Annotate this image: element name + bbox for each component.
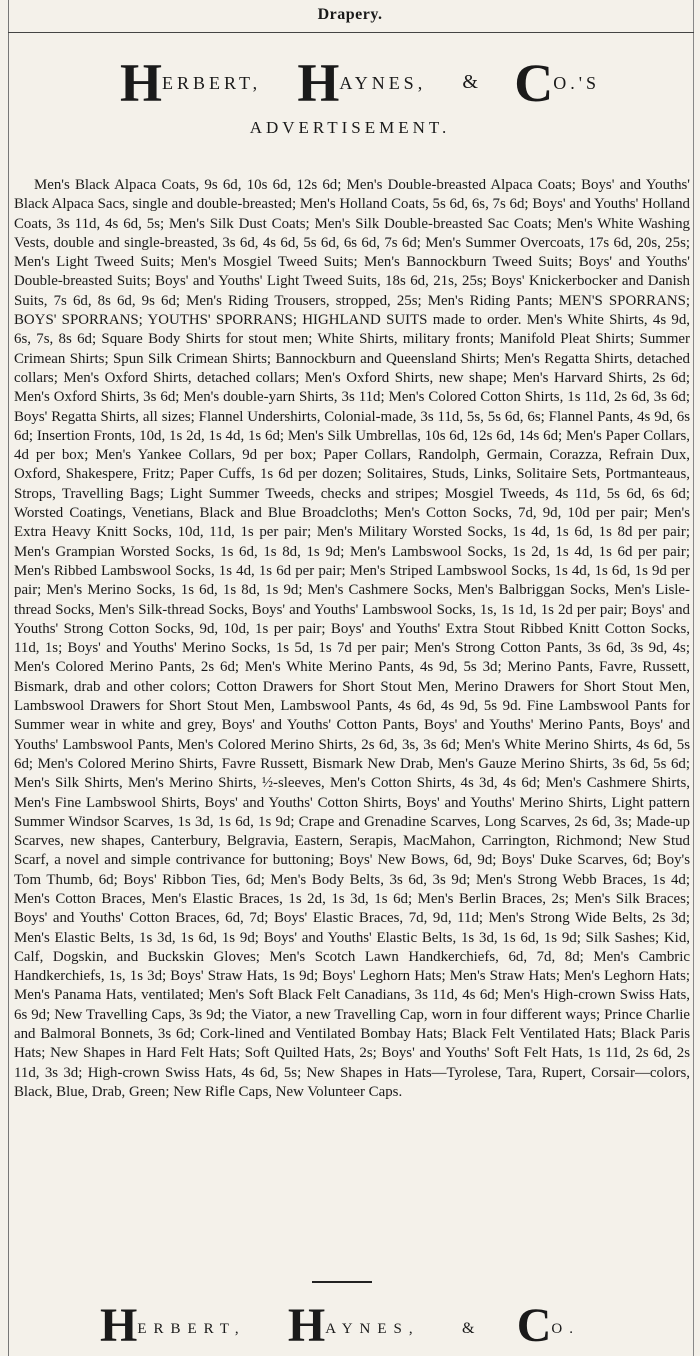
footer-word-haynes: [287, 1299, 420, 1352]
advertisement-subheading: ADVERTISEMENT.: [249, 118, 451, 137]
section-title: Drapery.: [317, 6, 383, 23]
heading-rest-haynes: AYNES,: [339, 73, 427, 93]
heading-initial-h2: H: [297, 53, 340, 113]
footer-rest-co: O.: [551, 1321, 580, 1337]
section-divider: [8, 32, 694, 33]
advertiser-heading: [120, 52, 600, 113]
footer-rest-herbert: ERBERT,: [137, 1321, 246, 1337]
heading-rest-herbert: ERBERT,: [162, 73, 262, 93]
footer-word-herbert: [100, 1299, 246, 1352]
footer-word-co: [516, 1299, 580, 1352]
heading-initial-h: H: [120, 53, 163, 113]
heading-initial-c: C: [514, 53, 554, 113]
column-rule-left: [8, 0, 9, 1356]
advertisement-body: Men's Black Alpaca Coats, 9s 6d, 10s 6d, 12s 6d; Men's Double-breasted Alpaca Coats; Boys' and Youths' Black Alpaca Sacs, single and double-breasted; Men's Holland Coats, 5s 6d, 6s, 7s 6d; Boys' and Youths' Holland Coats, 3s 11d, 4s 6d, 5s; Men's Silk Dust Coats; Men's Silk Double-breasted Sac Coats; Men's White Washing Vests, double and single-breasted, 3s 6d, 4s 6d, 5s 6d, 6s 6d, 7s 6d; Men's Summer Overcoats, 17s 6d, 20s, 25s; Men's Light Tweed Suits; Men's Mosgiel Tweed Suits; Men's Bannockburn Tweed Suits; Boys' and Youths' Double-breasted Suits; Boys' and Youths' Light Tweed Suits, 18s 6d, 21s, 25s; Boys' Knickerbocker and Danish Suits, 7s 6d, 8s 6d, 9s 6d; Men's Riding Trousers, stropped, 25s; Men's Riding Pants; MEN'S SPORRANS; BOYS' SPORRANS; YOUTHS' SPORRANS; HIGHLAND SUITS made to order. Men's White Shirts, 4s 9d, 6s, 7s, 8s 6d; Square Body Shirts for stout men; White Shirts, military fronts; Manifold Pleat Shirts; Summer Crimean Shirts; Spun Silk Crimean Shirts; Bannockburn and Queensland Shirts; Men's Regatta Shirts, detached collars; Men's Oxford Shirts, detached collars; Men's Oxford Shirts, new shape; Men's Harvard Shirts, 2s 6d; Men's Oxford Shirts, 3s 6d; Men's double-yarn Shirts, 3s 11d; Men's Colored Cotton Shirts, 1s 11d, 2s 6d, 3s 6d; Boys' Regatta Shirts, all sizes; Flannel Undershirts, Colonial-made, 3s 11d, 5s, 5s 6d, 6s; Flannel Pants, 4s 9d, 6s 6d; Insertion Fronts, 10d, 1s 2d, 1s 4d, 1s 6d; Men's Silk Umbrellas, 10s 6d, 12s 6d, 14s 6d; Men's Paper Collars, 4d per box; Men's Yankee Collars, 9d per box; Paper Collars, Randolph, Germain, Corazza, Refrain Dux, Oxford, Shakespere, Fritz; Paper Cuffs, 1s 6d per dozen; Solitaires, Studs, Links, Solitaire Sets, Portmanteaus, Strops, Travelling Bags; Light Summer Tweeds, checks and stripes; Mosgiel Tweeds, 4s 11d, 5s 6d, 6s 6d; Worsted Coatings, Venetians, Black and Blue Broadcloths; Men's Cotton Socks, 7d, 9d, 10d per pair; Men's Extra Heavy Knitt Socks, 10d, 11d, 1s per pair; Men's Military Worsted Socks, 1s 4d, 1s 6d, 1s 8d per pair; Men's Grampian Worsted Socks, 1s 6d, 1s 8d, 1s 9d; Men's Lambswool Socks, 1s 2d, 1s 4d, 1s 6d per pair; Men's Ribbed Lambswool Socks, 1s 4d, 1s 6d per pair; Men's Striped Lambswool Socks, 1s 4d, 1s 6d, 1s 9d per pair; Men's Merino Socks, 1s 6d, 1s 8d, 1s 9d; Men's Cashmere Socks, Men's Balbriggan Socks, Men's Lisle-thread Socks, Men's Silk-thread Socks, Boys' and Youths' Lambswool Socks, 1s, 1s 1d, 1s 2d per pair; Boys' and Youths' Strong Cotton Socks, 9d, 10d, 1s per pair; Boys' and Youths' Extra Stout Ribbed Knitt Cotton Socks, 11d, 1s; Boys' and Youths' Merino Socks, 1s 5d, 1s 7d per pair; Men's Strong Cotton Pants, 3s 6d, 3s 9d, 4s; Men's Colored Merino Pants, 2s 6d; Men's White Merino Pants, 4s 9d, 5s 3d; Merino Pants, Favre, Russett, Bismark, drab and other colors; Cotton Drawers for Short Stout Men, Merino Drawers for Short Stout Men, Lambswool Drawers for Short Stout Men, Lambswool Pants, 4s 6d, 4s 9d, 5s 9d. Fine Lambswool Pants for Summer wear in white and grey, Boys' and Youths' Cotton Pants, Boys' and Youths' Merino Pants, Boys' and Youths' Lambswool Pants, Men's Colored Merino Shirts, 2s 6d, 3s, 3s 6d; Men's White Merino Shirts, 4s 6d, 5s 6d; Men's Colored Merino Shirts, Favre Russett, Bismark New Drab, Men's Gauze Merino Shirts, 3s 6d, 5s 6d; Men's Silk Shirts, Men's Merino Shirts, ½-sleeves, Men's Cotton Shirts, 4s 3d, 4s 6d; Men's Cashmere Shirts, Men's Fine Lambswool Shirts, Boys' and Youths' Cotton Shirts, Boys' and Youths' Merino Shirts, Light pattern Summer Windsor Scarves, 1s 3d, 1s 6d, 1s 9d; Crape and Grenadine Scarves, Long Scarves, 2s 6d, 3s; Made-up Scarves, new shapes, Canterbury, Belgravia, Eastern, Serapis, MacMahon, Carrington, Richmond; New Stud Scarf, a novel and simple contrivance for buttoning; Boys' New Bows, 6d, 9d; Boys' Duke Scarves, 6d; Boy's Tom Thumb, 6d; Boys' Ribbon Ties, 6d; Men's Body Belts, 3s 6d, 3s 9d; Men's Strong Webb Braces, 1s 4d; Men's Cotton Braces, Men's Elastic Braces, 1s 2d, 1s 3d, 1s 6d; Men's Berlin Braces, 2s; Men's Silk Braces; Boys' and Youths' Cotton Braces, 6d, 7d; Boys' Elastic Braces, 7d, 9d, 11d; Men's Strong Wide Belts, 2s 3d; Men's Elastic Belts, 1s 3d, 1s 6d, 1s 9d; Boys' and Youths' Elastic Belts, 1s 3d, 1s 6d, 1s 9d; Silk Sashes; Kid, Calf, Dogskin, and Buckskin Gloves; Men's Scotch Lawn Handkerchiefs, 6d, 7d, 8d; Men's Cambric Handkerchiefs, 1s, 1s 3d; Boys' Straw Hats, 1s 9d; Boys' Leghorn Hats; Men's Straw Hats; Men's Leghorn Hats; Men's Panama Hats, ventilated; Men's Soft Black Felt Canadians, 3s 11d, 4s 6d; Men's High-crown Swiss Hats, 6s 9d; New Travelling Caps, 3s 9d; the Viator, a new Travelling Cap, worn in four different ways; Prince Charlie and Balmoral Bonnets, 3s 6d; Cork-lined and Ventilated Bombay Hats; Black Felt Ventilated Hats; Black Paris Hats; New Shapes in Hard Felt Hats; Soft Quilted Hats, 2s; Boys' and Youths' Soft Felt Hats, 1s 11d, 2s 6d, 2s 11d, 3s 3d; High-crown Swiss Hats, 4s 6d, 5s; New Shapes in Hats—Tyrolese, Tara, Rupert, Corsair—colors, Black, Blue, Drab, Green; New Rifle Caps, New Volunteer Caps.: [14, 177, 690, 1100]
column-rule-right: [693, 0, 694, 1356]
heading-rest-co: O.'S: [553, 73, 600, 93]
advertiser-footer: [100, 1298, 580, 1352]
heading-word-haynes: [297, 53, 427, 113]
center-divider: [312, 1281, 372, 1283]
footer-initial-h2: H: [287, 1299, 326, 1352]
footer-ampersand: &: [461, 1320, 475, 1337]
footer-initial-c: C: [516, 1299, 552, 1352]
footer-rest-haynes: AYNES,: [325, 1321, 420, 1337]
heading-word-co: [514, 53, 600, 113]
footer-initial-h: H: [100, 1299, 138, 1352]
heading-ampersand: &: [462, 71, 478, 93]
heading-word-herbert: [120, 53, 262, 113]
